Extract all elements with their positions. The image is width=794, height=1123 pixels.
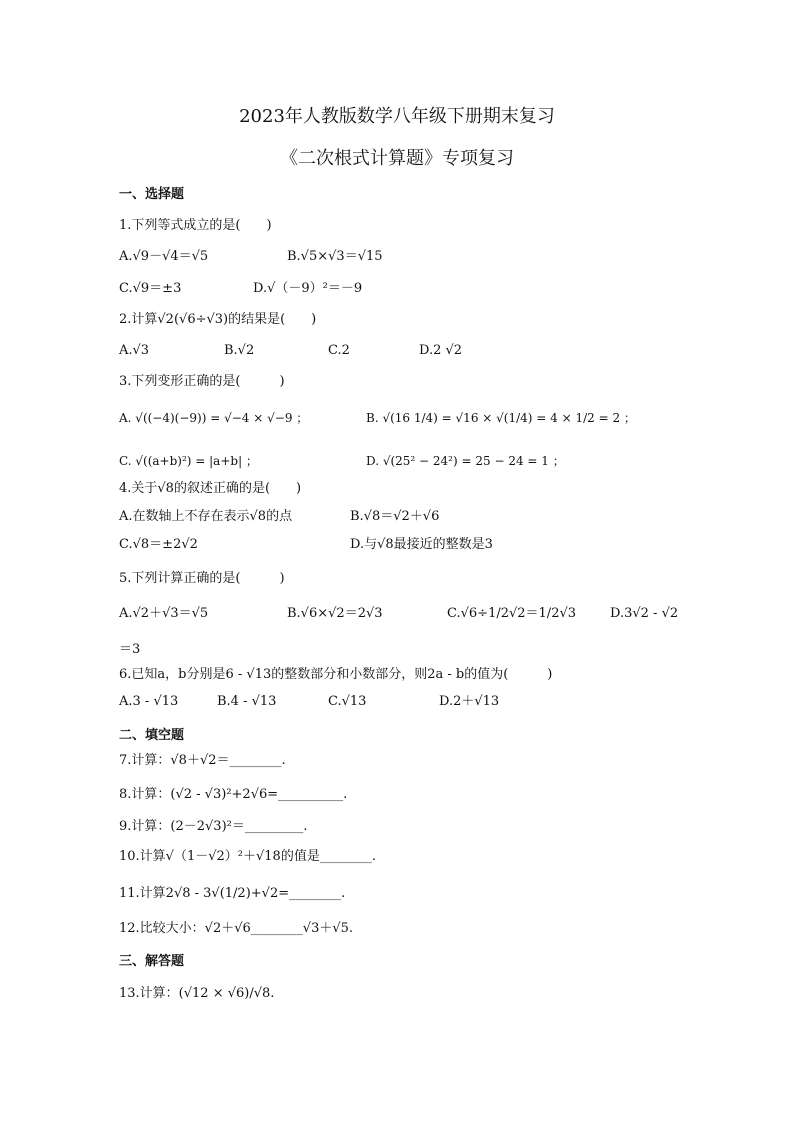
q5-option-d-cont: ＝3 — [119, 642, 141, 657]
q5-option-b: B.√6×√2＝2√3 — [287, 606, 383, 621]
q3-option-a: A. √((−4)(−9)) = √−4 × √−9 ； — [119, 411, 309, 425]
q3-option-b: B. √(16 1/4) = √16 × √(1/4) = 4 × 1/2 = 2 ； — [366, 411, 636, 425]
q4-option-d: D.与√8最接近的整数是3 — [350, 537, 493, 552]
q5-option-c: C.√6÷1/2√2＝1/2√3 — [447, 606, 577, 621]
q4-option-c: C.√8＝±2√2 — [119, 537, 198, 552]
q4-option-b: B.√8＝√2＋√6 — [350, 509, 440, 524]
q1-stem: 1.下列等式成立的是( ) — [119, 218, 272, 233]
q2-stem: 2.计算√2(√6÷√3)的结果是( ) — [119, 312, 317, 327]
q11: 11.计算2√8 - 3√(1/2)+√2=________. — [119, 886, 346, 901]
q1-option-c: C.√9＝±3 — [119, 281, 182, 296]
section-solve: 三、解答题 — [119, 954, 185, 969]
q2-option-d: D.2 √2 — [419, 343, 463, 358]
q5-option-d: D.3√2 - √2 — [610, 606, 679, 621]
q1-option-a: A.√9－√4＝√5 — [119, 249, 209, 264]
q10: 10.计算√（1－√2）²＋√18的值是________. — [119, 849, 376, 864]
q4-option-a: A.在数轴上不存在表示√8的点 — [119, 509, 293, 524]
section-fill: 二、填空题 — [119, 728, 185, 743]
q2-option-a: A.√3 — [119, 343, 150, 358]
q8: 8.计算：(√2 - √3)²+2√6=__________. — [119, 787, 348, 802]
section-choice: 一、选择题 — [119, 187, 185, 202]
q6-stem: 6.已知a，b分别是6 - √13的整数部分和小数部分，则2a - b的值为( ) — [119, 667, 553, 682]
q6-option-d: D.2＋√13 — [439, 694, 500, 709]
q1-option-b: B.√5×√3＝√15 — [287, 249, 383, 264]
q3-option-c: C. √((a+b)²) = |a+b| ； — [119, 454, 258, 468]
q7: 7.计算：√8＋√2＝________. — [119, 753, 286, 768]
doc-subtitle: 《二次根式计算题》专项复习 — [280, 148, 514, 169]
q5-option-a: A.√2＋√3＝√5 — [119, 606, 209, 621]
q2-option-c: C.2 — [328, 343, 350, 358]
doc-title: 2023年人教版数学八年级下册期末复习 — [239, 106, 555, 127]
q6-option-a: A.3 - √13 — [119, 694, 179, 709]
q5-stem: 5.下列计算正确的是( ) — [119, 571, 285, 586]
q6-option-c: C.√13 — [328, 694, 367, 709]
q4-stem: 4.关于√8的叙述正确的是( ) — [119, 481, 302, 496]
q13: 13.计算：(√12 × √6)/√8. — [119, 986, 275, 1001]
q3-option-d: D. √(25² − 24²) = 25 − 24 = 1 ； — [366, 454, 565, 468]
q1-option-d: D.√（－9）²＝－9 — [253, 281, 363, 296]
q12: 12.比较大小：√2＋√6________√3＋√5. — [119, 921, 354, 936]
q2-option-b: B.√2 — [224, 343, 255, 358]
q6-option-b: B.4 - √13 — [217, 694, 277, 709]
q3-stem: 3.下列变形正确的是( ) — [119, 374, 285, 389]
q9: 9.计算：(2－2√3)²＝_________. — [119, 819, 308, 834]
